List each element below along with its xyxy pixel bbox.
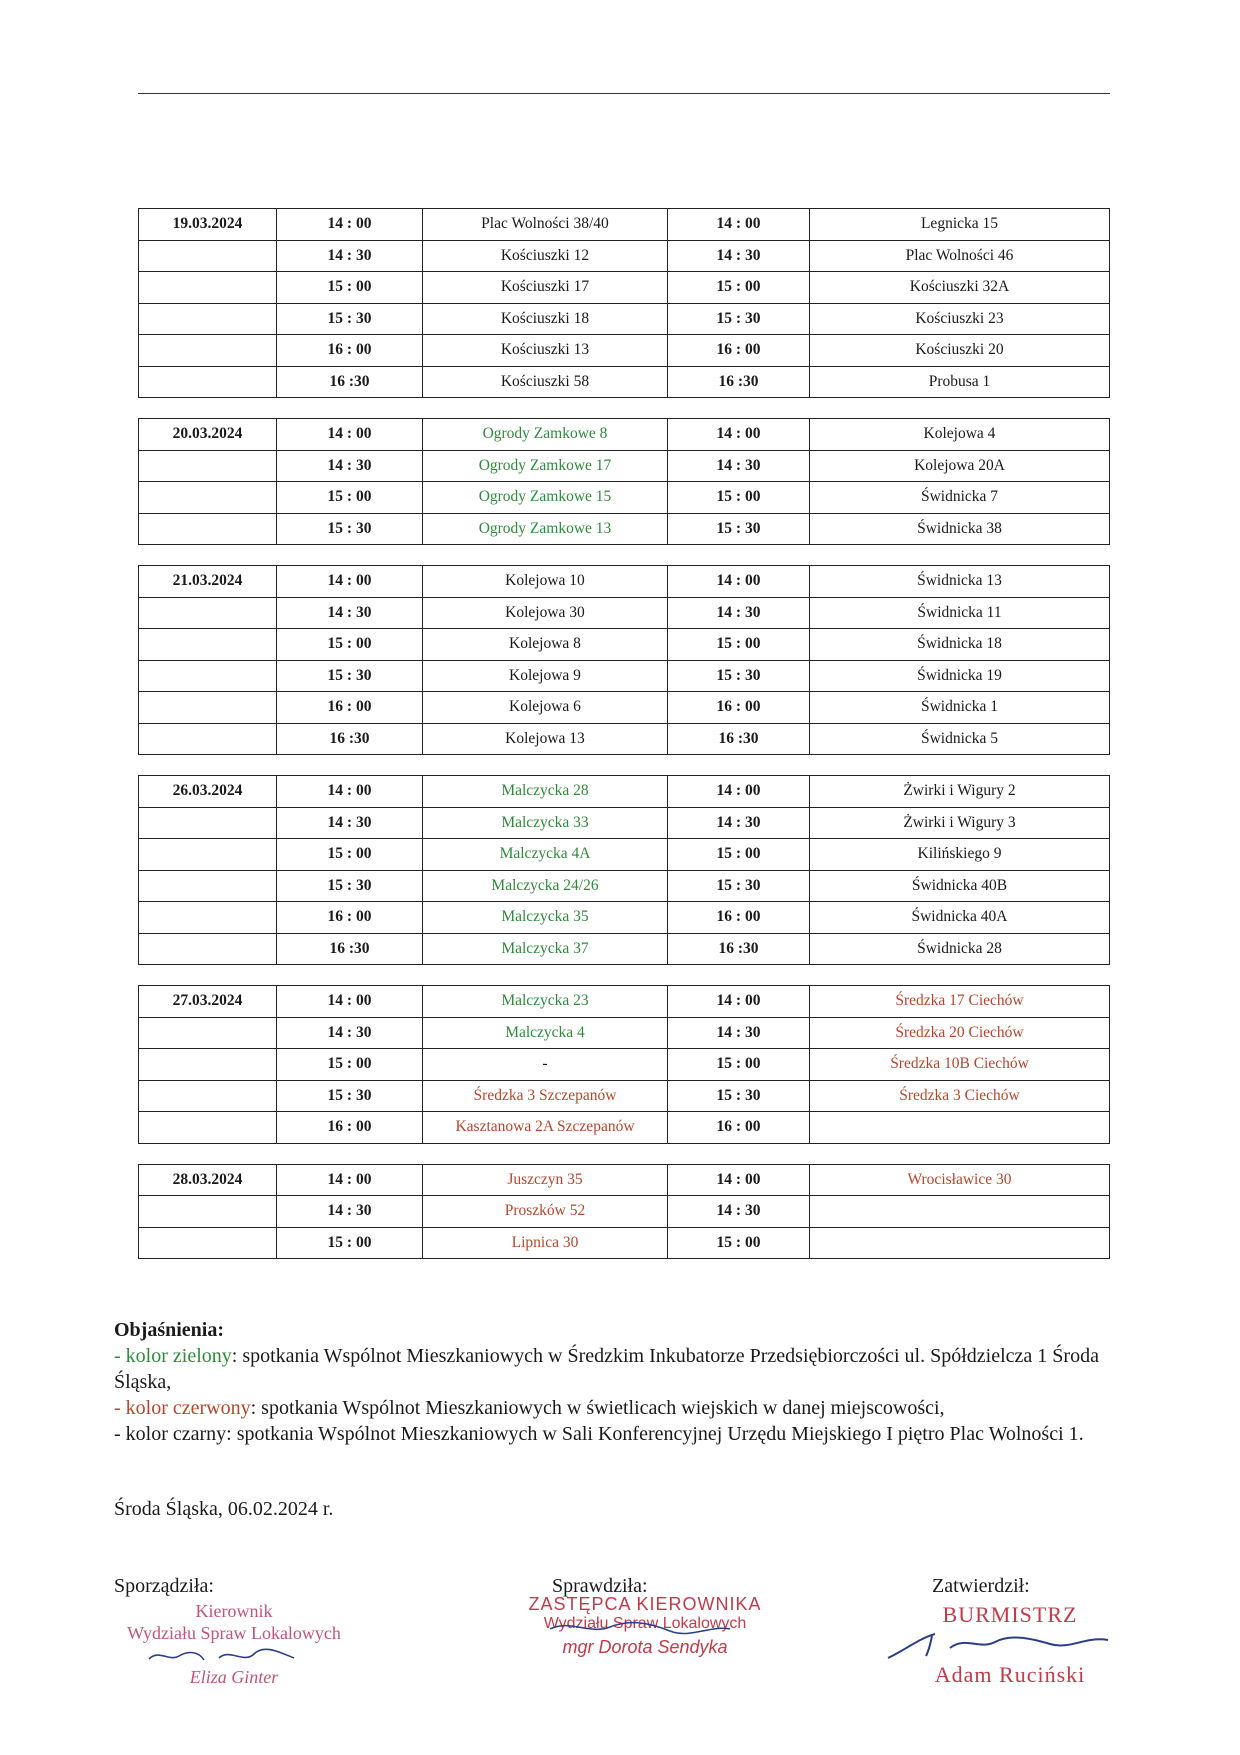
signature-checked xyxy=(510,1575,780,1658)
time-cell: 16 :30 xyxy=(668,933,810,965)
time-cell: 14 : 00 xyxy=(668,419,810,451)
time-cell: 14 : 30 xyxy=(668,1196,810,1228)
legend-green-word: kolor zielony xyxy=(125,1345,232,1367)
address-cell: Plac Wolności 46 xyxy=(810,240,1110,272)
address-cell: Średzka 3 Szczepanów xyxy=(423,1080,668,1112)
table-row xyxy=(139,1196,1110,1228)
date-cell: 19.03.2024 xyxy=(139,209,277,241)
time-cell: 14 : 00 xyxy=(277,1164,423,1196)
date-cell xyxy=(139,933,277,965)
time-cell: 16 :30 xyxy=(668,366,810,398)
day-table xyxy=(138,775,1110,965)
address-cell: Świdnicka 1 xyxy=(810,692,1110,724)
time-cell: 14 : 30 xyxy=(668,807,810,839)
time-cell: 15 : 00 xyxy=(668,629,810,661)
time-cell: 15 : 30 xyxy=(277,303,423,335)
date-cell xyxy=(139,1112,277,1144)
date-cell xyxy=(139,723,277,755)
date-cell: 20.03.2024 xyxy=(139,419,277,451)
date-cell xyxy=(139,1196,277,1228)
approved-label: Zatwierdził: xyxy=(932,1575,1030,1597)
legend-red-text: : spotkania Wspólnot Mieszkaniowych w świetlicach wiejskich w danej miejscowości, xyxy=(250,1397,945,1419)
date-cell: 21.03.2024 xyxy=(139,566,277,598)
time-cell: 16 : 00 xyxy=(668,1112,810,1144)
legend-green-text: : spotkania Wspólnot Mieszkaniowych w Średzkim Inkubatorze Przedsiębiorczości ul. Spółdzielcza 1 Środa Śląska, xyxy=(114,1345,1099,1393)
address-cell: Kościuszki 18 xyxy=(423,303,668,335)
time-cell: 14 : 00 xyxy=(668,776,810,808)
time-cell: 15 : 00 xyxy=(668,839,810,871)
date-cell xyxy=(139,1080,277,1112)
address-cell: Proszków 52 xyxy=(423,1196,668,1228)
table-row xyxy=(139,839,1110,871)
signature-approved xyxy=(900,1575,1160,1688)
address-cell: Kościuszki 23 xyxy=(810,303,1110,335)
address-cell: Świdnicka 38 xyxy=(810,513,1110,545)
prepared-stamp xyxy=(104,1600,364,1644)
address-cell: Kościuszki 13 xyxy=(423,335,668,367)
legend-green-prefix: - xyxy=(114,1345,126,1367)
table-row xyxy=(139,209,1110,241)
checked-stamp-line2: Wydziału Spraw Lokalowych xyxy=(543,1615,747,1632)
address-cell: Świdnicka 19 xyxy=(810,660,1110,692)
date-cell: 26.03.2024 xyxy=(139,776,277,808)
address-cell: Juszczyn 35 xyxy=(423,1164,668,1196)
address-cell: Kolejowa 8 xyxy=(423,629,668,661)
address-cell: Kolejowa 13 xyxy=(423,723,668,755)
time-cell: 15 : 30 xyxy=(277,660,423,692)
time-cell: 14 : 00 xyxy=(668,209,810,241)
table-row xyxy=(139,776,1110,808)
date-cell xyxy=(139,272,277,304)
time-cell: 15 : 00 xyxy=(277,629,423,661)
address-cell: Żwirki i Wigury 3 xyxy=(810,807,1110,839)
time-cell: 16 : 00 xyxy=(668,692,810,724)
approved-stamp: BURMISTRZ xyxy=(942,1602,1078,1627)
legend-green-item xyxy=(114,1343,1114,1395)
header-rule xyxy=(138,93,1110,94)
time-cell: 16 : 00 xyxy=(277,335,423,367)
date-cell xyxy=(139,629,277,661)
table-row xyxy=(139,272,1110,304)
day-table xyxy=(138,1164,1110,1260)
legend-heading: Objaśnienia: xyxy=(114,1319,225,1341)
address-cell: Ogrody Zamkowe 13 xyxy=(423,513,668,545)
time-cell: 14 : 00 xyxy=(277,776,423,808)
table-row xyxy=(139,566,1110,598)
table-row xyxy=(139,335,1110,367)
table-row xyxy=(139,1164,1110,1196)
address-cell: - xyxy=(423,1049,668,1081)
address-cell: Ogrody Zamkowe 8 xyxy=(423,419,668,451)
checked-stamp-line1: ZASTĘPCA KIEROWNIKA xyxy=(528,1594,762,1614)
meeting-schedule xyxy=(138,208,1112,1279)
address-cell: Malczycka 33 xyxy=(423,807,668,839)
time-cell: 15 : 30 xyxy=(668,303,810,335)
date-cell xyxy=(139,1017,277,1049)
address-cell: Kasztanowa 2A Szczepanów xyxy=(423,1112,668,1144)
date-cell xyxy=(139,870,277,902)
date-cell xyxy=(139,366,277,398)
date-cell xyxy=(139,1227,277,1259)
time-cell: 15 : 30 xyxy=(668,870,810,902)
approved-signature xyxy=(880,1628,1120,1662)
table-row xyxy=(139,1227,1110,1259)
table-row xyxy=(139,723,1110,755)
address-cell: Malczycka 28 xyxy=(423,776,668,808)
time-cell: 15 : 00 xyxy=(277,839,423,871)
time-cell: 15 : 30 xyxy=(277,1080,423,1112)
time-cell: 15 : 00 xyxy=(668,272,810,304)
address-cell: Kolejowa 4 xyxy=(810,419,1110,451)
legend-black-item: - kolor czarny: spotkania Wspólnot Mieszkaniowych w Sali Konferencyjnej Urzędu Miejskiego I piętro Plac Wolności 1. xyxy=(114,1423,1084,1445)
time-cell: 16 : 00 xyxy=(277,1112,423,1144)
time-cell: 14 : 00 xyxy=(668,566,810,598)
time-cell: 14 : 00 xyxy=(277,209,423,241)
time-cell: 14 : 30 xyxy=(668,240,810,272)
time-cell: 15 : 30 xyxy=(277,870,423,902)
date-cell xyxy=(139,660,277,692)
prepared-signature xyxy=(144,1644,314,1666)
time-cell: 15 : 30 xyxy=(668,1080,810,1112)
address-cell: Malczycka 35 xyxy=(423,902,668,934)
table-row xyxy=(139,902,1110,934)
address-cell: Kilińskiego 9 xyxy=(810,839,1110,871)
address-cell: Probusa 1 xyxy=(810,366,1110,398)
time-cell: 16 :30 xyxy=(668,723,810,755)
time-cell: 14 : 30 xyxy=(668,450,810,482)
date-cell xyxy=(139,1049,277,1081)
address-cell: Świdnicka 40B xyxy=(810,870,1110,902)
approved-name: Adam Ruciński xyxy=(934,1662,1086,1687)
date-cell: 28.03.2024 xyxy=(139,1164,277,1196)
table-row xyxy=(139,986,1110,1018)
table-row xyxy=(139,366,1110,398)
date-cell xyxy=(139,513,277,545)
day-table xyxy=(138,208,1110,398)
table-row xyxy=(139,629,1110,661)
time-cell: 14 : 30 xyxy=(277,807,423,839)
table-row xyxy=(139,1080,1110,1112)
time-cell: 16 : 00 xyxy=(668,335,810,367)
time-cell: 15 : 30 xyxy=(668,513,810,545)
time-cell: 16 : 00 xyxy=(277,692,423,724)
prepared-label: Sporządziła: xyxy=(114,1575,214,1597)
table-row xyxy=(139,870,1110,902)
prepared-name: Eliza Ginter xyxy=(189,1667,279,1687)
day-table xyxy=(138,565,1110,755)
date-cell xyxy=(139,450,277,482)
address-cell: Malczycka 37 xyxy=(423,933,668,965)
date-cell xyxy=(139,807,277,839)
table-row xyxy=(139,482,1110,514)
place-and-date: Środa Śląska, 06.02.2024 r. xyxy=(114,1498,334,1520)
address-cell xyxy=(810,1112,1110,1144)
day-table xyxy=(138,985,1110,1144)
address-cell: Kolejowa 6 xyxy=(423,692,668,724)
time-cell: 14 : 30 xyxy=(668,597,810,629)
address-cell xyxy=(810,1227,1110,1259)
date-cell xyxy=(139,692,277,724)
address-cell: Malczycka 24/26 xyxy=(423,870,668,902)
legend-red-word: kolor czerwony xyxy=(125,1397,251,1419)
time-cell: 16 : 00 xyxy=(668,902,810,934)
address-cell: Żwirki i Wigury 2 xyxy=(810,776,1110,808)
day-table xyxy=(138,418,1110,545)
address-cell: Świdnicka 28 xyxy=(810,933,1110,965)
time-cell: 16 :30 xyxy=(277,723,423,755)
address-cell: Plac Wolności 38/40 xyxy=(423,209,668,241)
time-cell: 16 :30 xyxy=(277,366,423,398)
time-cell: 16 : 00 xyxy=(277,902,423,934)
address-cell: Ogrody Zamkowe 15 xyxy=(423,482,668,514)
address-cell: Malczycka 4 xyxy=(423,1017,668,1049)
date-cell xyxy=(139,482,277,514)
time-cell: 14 : 30 xyxy=(668,1017,810,1049)
legend xyxy=(114,1317,1114,1447)
address-cell: Kościuszki 32A xyxy=(810,272,1110,304)
address-cell: Średzka 20 Ciechów xyxy=(810,1017,1110,1049)
table-row xyxy=(139,450,1110,482)
table-row xyxy=(139,419,1110,451)
legend-red-prefix: - xyxy=(114,1397,126,1419)
address-cell: Świdnicka 40A xyxy=(810,902,1110,934)
time-cell: 14 : 30 xyxy=(277,1196,423,1228)
time-cell: 15 : 00 xyxy=(668,482,810,514)
table-row xyxy=(139,597,1110,629)
table-row xyxy=(139,1049,1110,1081)
date-cell: 27.03.2024 xyxy=(139,986,277,1018)
checked-label: Sprawdziła: xyxy=(552,1575,648,1597)
table-row xyxy=(139,692,1110,724)
address-cell: Kościuszki 20 xyxy=(810,335,1110,367)
address-cell: Malczycka 23 xyxy=(423,986,668,1018)
time-cell: 15 : 00 xyxy=(668,1227,810,1259)
time-cell: 14 : 00 xyxy=(277,566,423,598)
time-cell: 14 : 30 xyxy=(277,597,423,629)
date-cell xyxy=(139,839,277,871)
date-cell xyxy=(139,240,277,272)
address-cell: Kolejowa 30 xyxy=(423,597,668,629)
address-cell: Kościuszki 17 xyxy=(423,272,668,304)
time-cell: 14 : 30 xyxy=(277,240,423,272)
table-row xyxy=(139,1112,1110,1144)
date-cell xyxy=(139,597,277,629)
table-row xyxy=(139,303,1110,335)
address-cell: Świdnicka 11 xyxy=(810,597,1110,629)
checked-name: mgr Dorota Sendyka xyxy=(562,1637,728,1657)
table-row xyxy=(139,807,1110,839)
table-row xyxy=(139,240,1110,272)
legend-red-item xyxy=(114,1395,1114,1421)
address-cell: Kolejowa 9 xyxy=(423,660,668,692)
time-cell: 15 : 00 xyxy=(277,272,423,304)
address-cell: Ogrody Zamkowe 17 xyxy=(423,450,668,482)
address-cell: Wrocisławice 30 xyxy=(810,1164,1110,1196)
time-cell: 14 : 00 xyxy=(668,986,810,1018)
address-cell: Kościuszki 58 xyxy=(423,366,668,398)
address-cell: Świdnicka 18 xyxy=(810,629,1110,661)
table-row xyxy=(139,933,1110,965)
address-cell: Malczycka 4A xyxy=(423,839,668,871)
time-cell: 15 : 30 xyxy=(277,513,423,545)
time-cell: 14 : 30 xyxy=(277,450,423,482)
date-cell xyxy=(139,902,277,934)
address-cell: Kolejowa 10 xyxy=(423,566,668,598)
address-cell: Kościuszki 12 xyxy=(423,240,668,272)
address-cell: Legnicka 15 xyxy=(810,209,1110,241)
table-row xyxy=(139,660,1110,692)
date-cell xyxy=(139,335,277,367)
address-cell xyxy=(810,1196,1110,1228)
table-row xyxy=(139,1017,1110,1049)
prepared-stamp-line1: Kierownik xyxy=(195,1601,273,1621)
address-cell: Średzka 3 Ciechów xyxy=(810,1080,1110,1112)
signature-prepared xyxy=(114,1575,374,1688)
time-cell: 16 :30 xyxy=(277,933,423,965)
time-cell: 14 : 00 xyxy=(668,1164,810,1196)
time-cell: 15 : 00 xyxy=(277,482,423,514)
address-cell: Średzka 17 Ciechów xyxy=(810,986,1110,1018)
time-cell: 15 : 00 xyxy=(277,1049,423,1081)
address-cell: Kolejowa 20A xyxy=(810,450,1110,482)
date-cell xyxy=(139,303,277,335)
time-cell: 14 : 00 xyxy=(277,419,423,451)
address-cell: Świdnicka 13 xyxy=(810,566,1110,598)
time-cell: 15 : 30 xyxy=(668,660,810,692)
table-row xyxy=(139,513,1110,545)
time-cell: 14 : 30 xyxy=(277,1017,423,1049)
address-cell: Świdnicka 7 xyxy=(810,482,1110,514)
address-cell: Lipnica 30 xyxy=(423,1227,668,1259)
time-cell: 15 : 00 xyxy=(668,1049,810,1081)
address-cell: Świdnicka 5 xyxy=(810,723,1110,755)
time-cell: 14 : 00 xyxy=(277,986,423,1018)
prepared-stamp-line2: Wydziału Spraw Lokalowych xyxy=(127,1623,341,1643)
address-cell: Średzka 10B Ciechów xyxy=(810,1049,1110,1081)
time-cell: 15 : 00 xyxy=(277,1227,423,1259)
